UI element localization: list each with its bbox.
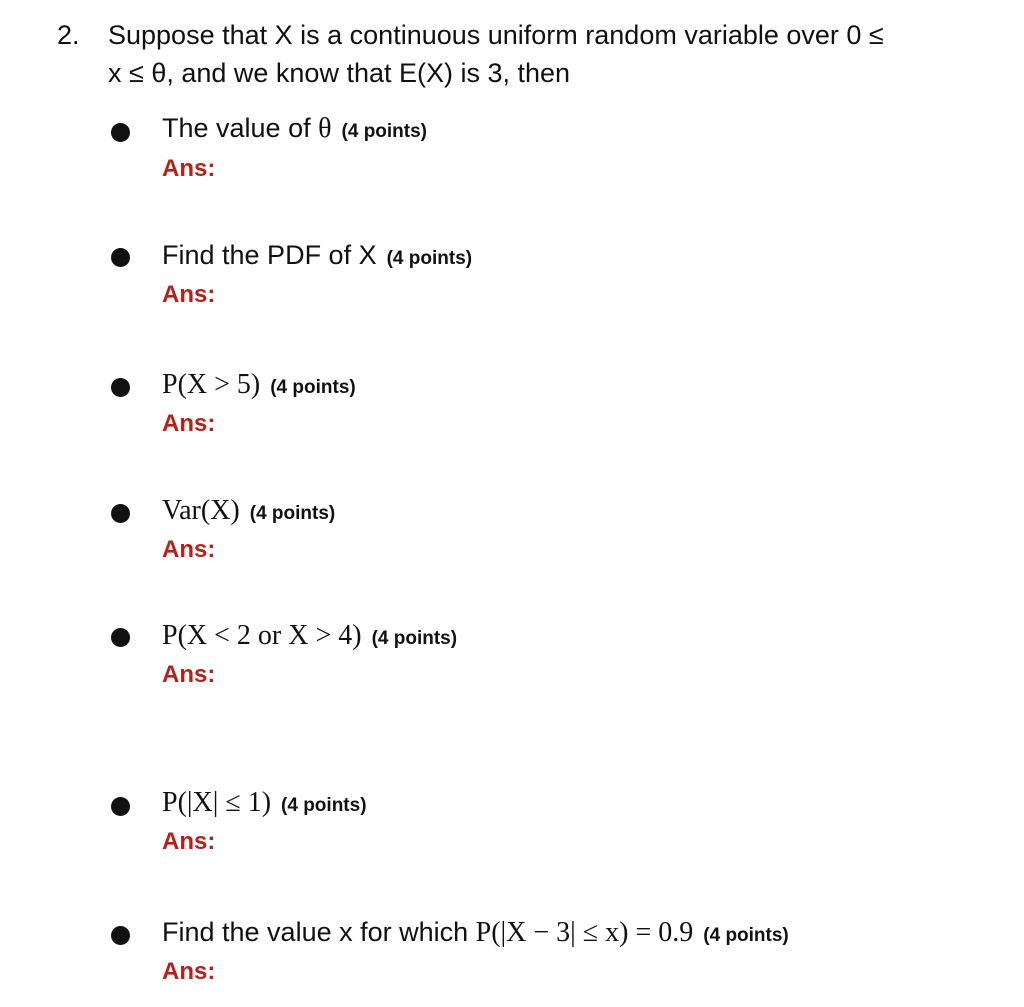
points-label: (4 points) bbox=[371, 628, 458, 649]
answer-label: Ans: bbox=[162, 536, 216, 563]
answer-label: Ans: bbox=[162, 828, 216, 855]
points-label: (4 points) bbox=[281, 795, 367, 816]
bullet-icon bbox=[111, 797, 130, 816]
sub-question-math: P(X > 5) bbox=[162, 369, 261, 400]
answer-label: Ans: bbox=[162, 155, 216, 182]
bullet-icon bbox=[111, 628, 130, 647]
sub-question-text: Find the value x for which bbox=[162, 917, 476, 947]
sub-question-math: P(|X| ≤ 1) bbox=[162, 787, 272, 818]
question-number: 2. bbox=[57, 20, 80, 50]
sub-question-math: P(X < 2 or X > 4) bbox=[162, 620, 362, 651]
sub-question-1 bbox=[162, 113, 427, 145]
answer-label: Ans: bbox=[162, 958, 216, 985]
sub-question-4 bbox=[162, 495, 335, 527]
bullet-icon bbox=[111, 504, 130, 523]
sub-question-math: P(|X − 3| ≤ x) = 0.9 bbox=[475, 917, 694, 948]
sub-question-math: θ bbox=[318, 113, 332, 144]
points-label: (4 points) bbox=[270, 377, 356, 398]
sub-question-7 bbox=[162, 917, 789, 949]
sub-question-text: Find the PDF of X bbox=[162, 240, 377, 270]
question-stem-line-1: Suppose that X is a continuous uniform random variable over 0 ≤ bbox=[108, 20, 884, 50]
sub-question-math: Var(X) bbox=[162, 495, 240, 526]
points-label: (4 points) bbox=[341, 121, 428, 142]
question-stem-line-2: x ≤ θ, and we know that E(X) is 3, then bbox=[108, 58, 571, 88]
sub-question-6 bbox=[162, 787, 367, 819]
bullet-icon bbox=[111, 926, 130, 945]
sub-question-3 bbox=[162, 369, 356, 401]
bullet-icon bbox=[111, 378, 130, 397]
points-label: (4 points) bbox=[703, 925, 789, 946]
bullet-icon bbox=[111, 248, 130, 267]
sub-question-5 bbox=[162, 620, 457, 652]
answer-label: Ans: bbox=[162, 281, 216, 308]
bullet-icon bbox=[111, 123, 130, 142]
points-label: (4 points) bbox=[386, 248, 473, 269]
answer-label: Ans: bbox=[162, 661, 216, 688]
answer-label: Ans: bbox=[162, 410, 216, 437]
sub-question-text: The value of bbox=[162, 113, 319, 143]
sub-question-2 bbox=[162, 240, 472, 272]
points-label: (4 points) bbox=[249, 503, 336, 524]
